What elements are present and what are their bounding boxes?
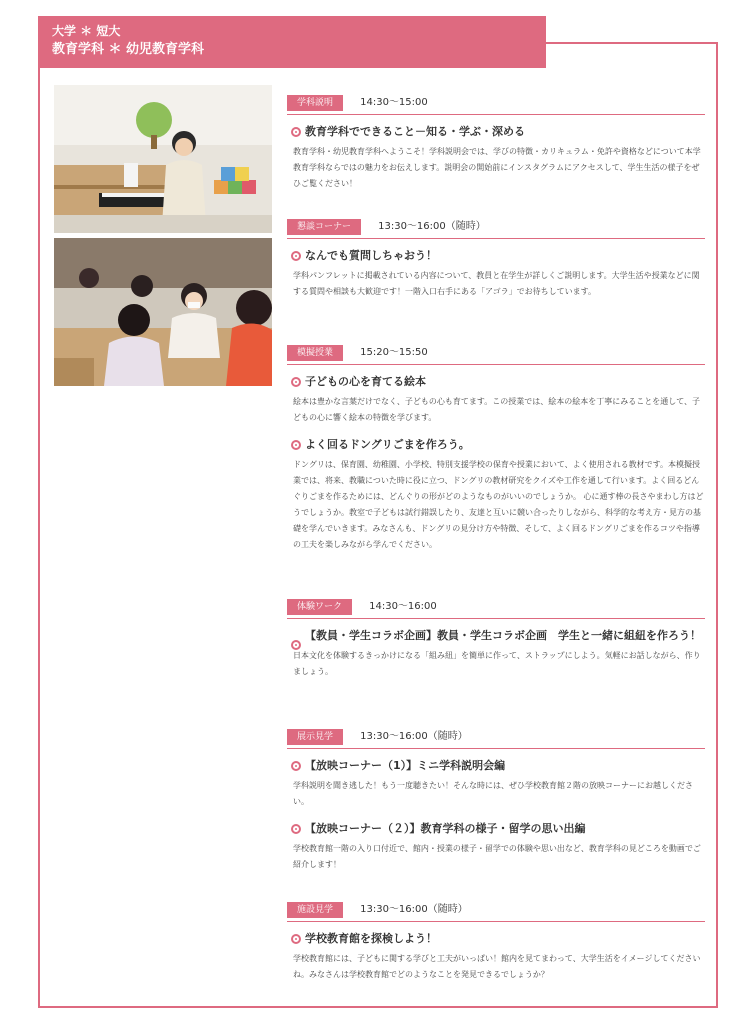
header-line-2: 教育学科 ＊ 幼児教育学科 <box>52 42 205 57</box>
circle-bullet-icon <box>291 440 301 450</box>
item-title: 教育学科でできること－知る・学ぶ・深める <box>287 123 705 141</box>
time-label: 13:30〜16:00（随時） <box>360 730 468 742</box>
section-taiken-work <box>287 596 705 680</box>
section-mogi-jugyo <box>287 342 705 553</box>
item-body: 学科説明を聞き逃した！もう一度聴きたい！そんな時には、ぜひ学校教育館２階の放映コーナーにお越しください。 <box>293 781 693 806</box>
section-kondan-corner <box>287 216 705 300</box>
category-badge: 施設見学 <box>287 902 343 918</box>
time-label: 15:20〜15:50 <box>360 346 428 358</box>
category-row <box>287 899 705 922</box>
category-badge: 体験ワーク <box>287 599 352 615</box>
time-label: 13:30〜16:00（随時） <box>360 903 468 915</box>
item-title: 【放映コーナー（２）】教育学科の様子・留学の思い出編 <box>287 820 705 838</box>
header-line-1: 大学 ＊ 短大 <box>52 24 121 38</box>
category-row <box>287 726 705 749</box>
photo-consultation <box>54 238 272 386</box>
item-body: ドングリは、保育園、幼稚園、小学校、特別支援学校の保育や授業において、よく使用される教材です。本模擬授業では、将来、教職についた時に役に立つ、ドングリの教材研究をクイズや工作を通して行います。よく回るどんぐりごまを作るためには、どんぐりの形がどのようなものがいいのでしょうか。 心に通す棒の長さやまわし方はどうでしょうか。教室で子どもは試行錯誤したり、友達と互いに競い合ったりしながら、科学的な考え方・見方の基礎を学んでいきます。みなさんも、ドングリの見分け方や特徴、そして、よく回るドングリごまを作るコツや指導の工夫を楽しみながら学んでください。 <box>293 460 704 549</box>
circle-bullet-icon <box>291 377 301 387</box>
category-badge: 懇談コーナー <box>287 219 361 235</box>
item-title: 子どもの心を育てる絵本 <box>287 373 705 391</box>
category-row <box>287 596 705 619</box>
item-title: よく回るドングリごまを作ろう。 <box>287 436 705 454</box>
category-badge: 模擬授業 <box>287 345 343 361</box>
section-header <box>38 16 546 68</box>
circle-bullet-icon <box>291 640 301 650</box>
item-body: 学校教育館には、子どもに関する学びと工夫がいっぱい！館内を見てまわって、大学生活をイメージしてくださいね。みなさんは学校教育館でどのようなことを発見できるでしょうか？ <box>293 954 701 979</box>
category-row <box>287 216 705 239</box>
circle-bullet-icon <box>291 824 301 834</box>
item-body: 日本文化を体験するきっかけになる「組み紐」を簡単に作って、ストラップにしよう。気軽にお話しながら、作りましょう。 <box>293 651 701 676</box>
item-title: 【放映コーナー（1）】ミニ学科説明会編 <box>287 757 705 775</box>
category-row <box>287 92 705 115</box>
category-row <box>287 342 705 365</box>
circle-bullet-icon <box>291 251 301 261</box>
category-badge: 展示見学 <box>287 729 343 745</box>
item-title: 学校教育館を探検しよう！ <box>287 930 705 948</box>
item-body: 学科パンフレットに掲載されている内容について、教員と在学生が詳しくご説明します。大学生活や授業などに関する質問や相談も大歓迎です！一階入口右手にある「アゴラ」でお待ちしています。 <box>293 271 700 296</box>
photo-piano-classroom <box>54 85 272 233</box>
item-title: なんでも質問しちゃおう！ <box>287 247 705 265</box>
item-title: 【教員・学生コラボ企画】教員・学生コラボ企画 学生と一緒に組紐を作ろう！ <box>287 627 705 645</box>
time-label: 14:30〜16:00 <box>369 600 437 612</box>
circle-bullet-icon <box>291 761 301 771</box>
item-body: 絵本は豊かな言葉だけでなく、子どもの心も育てます。この授業では、絵本の絵本を丁寧にみることを通して、子どもの心に響く絵本の特徴を学びます。 <box>293 397 701 422</box>
item-body: 学校教育館一階の入り口付近で、館内・授業の様子・留学での体験や思い出など、教育学科の見どころを動画でご紹介します！ <box>293 844 701 869</box>
section-tenji-kengaku <box>287 726 705 873</box>
circle-bullet-icon <box>291 934 301 944</box>
category-badge: 学科説明 <box>287 95 343 111</box>
circle-bullet-icon <box>291 127 301 137</box>
time-label: 13:30〜16:00（随時） <box>378 220 486 232</box>
item-body: 教育学科・幼児教育学科へようこそ！学科説明会では、学びの特徴・カリキュラム・免許や資格などについて本学教育学科ならではの魅力をお伝えします。説明会の開始前にインスタグラムにアクセスして、学生生活の様子をぜひご覧ください！ <box>293 147 701 188</box>
section-gakka-setsumei <box>287 92 705 192</box>
time-label: 14:30〜15:00 <box>360 96 428 108</box>
section-shisetsu-kengaku <box>287 899 705 983</box>
